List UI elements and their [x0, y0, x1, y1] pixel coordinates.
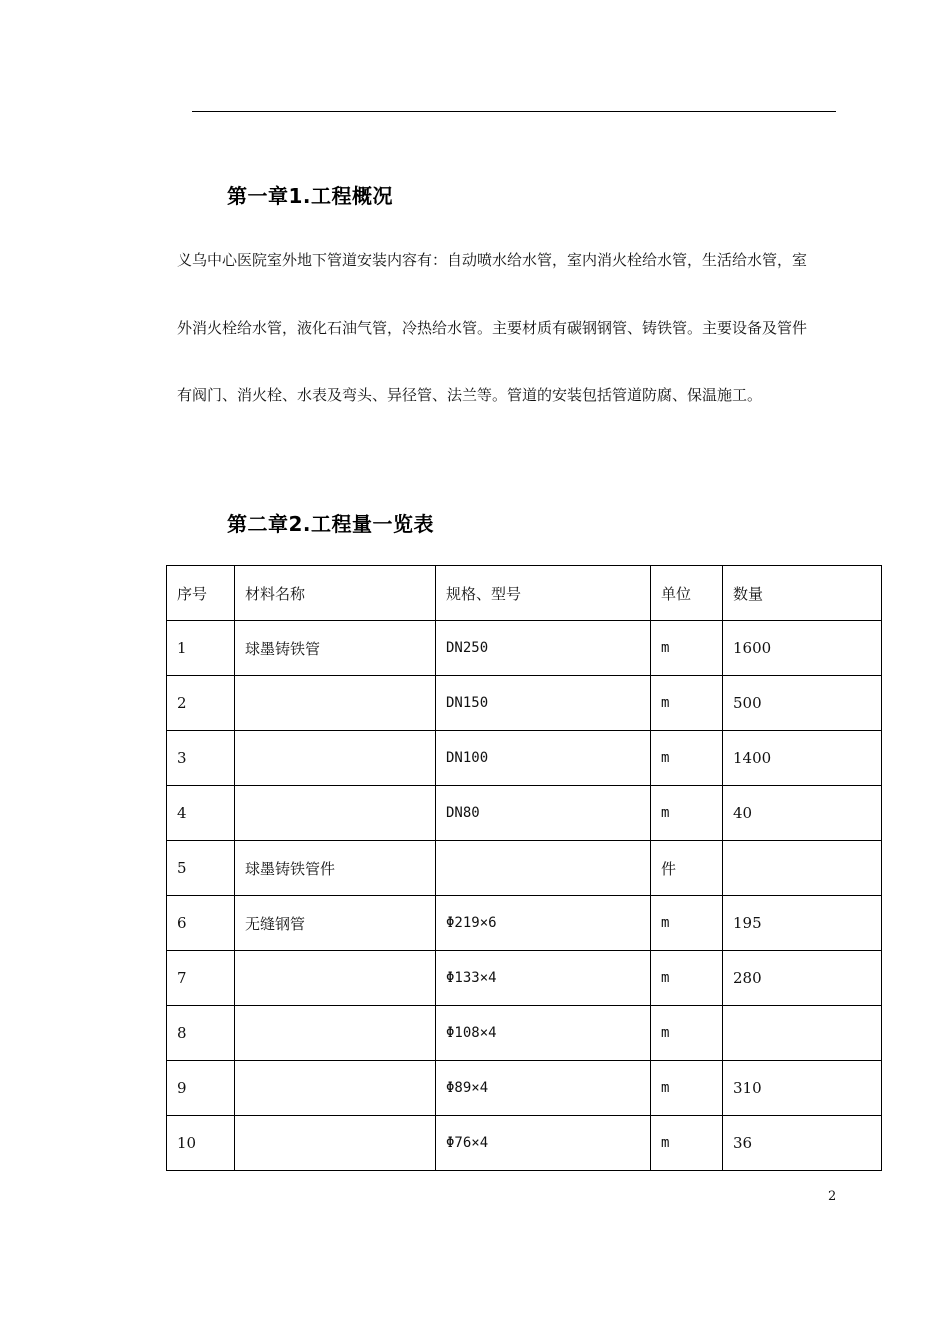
cell-material — [235, 676, 436, 731]
cell-quantity: 40 — [723, 786, 882, 841]
cell-index: 5 — [167, 841, 235, 896]
header-spec: 规格、型号 — [436, 566, 651, 621]
cell-index: 8 — [167, 1006, 235, 1061]
cell-spec: DN80 — [436, 786, 651, 841]
cell-spec: DN250 — [436, 621, 651, 676]
cell-unit: m — [651, 621, 723, 676]
cell-material: 无缝钢管 — [235, 896, 436, 951]
cell-material — [235, 951, 436, 1006]
cell-index: 2 — [167, 676, 235, 731]
cell-unit: m — [651, 951, 723, 1006]
cell-index: 10 — [167, 1116, 235, 1171]
cell-spec: Φ133×4 — [436, 951, 651, 1006]
cell-material — [235, 1116, 436, 1171]
cell-index: 4 — [167, 786, 235, 841]
cell-quantity: 1600 — [723, 621, 882, 676]
chapter-1-title: 第一章1.工程概况 — [227, 184, 394, 208]
cell-quantity: 280 — [723, 951, 882, 1006]
cell-spec: DN150 — [436, 676, 651, 731]
header-rule — [192, 111, 836, 112]
table-row — [167, 621, 882, 676]
table-row — [167, 786, 882, 841]
table-row — [167, 731, 882, 786]
cell-quantity: 500 — [723, 676, 882, 731]
overview-line-3: 有阀门、消火栓、水表及弯头、异径管、法兰等。管道的安装包括管道防腐、保温施工。 — [177, 386, 763, 404]
cell-material: 球墨铸铁管件 — [235, 841, 436, 896]
cell-unit: m — [651, 896, 723, 951]
cell-quantity: 195 — [723, 896, 882, 951]
table-row — [167, 841, 882, 896]
cell-index: 1 — [167, 621, 235, 676]
cell-unit: m — [651, 1006, 723, 1061]
cell-unit: m — [651, 731, 723, 786]
table-row — [167, 1061, 882, 1116]
cell-unit: m — [651, 1061, 723, 1116]
cell-index: 6 — [167, 896, 235, 951]
cell-material — [235, 786, 436, 841]
quantities-table — [166, 565, 882, 1171]
table-row — [167, 896, 882, 951]
cell-spec: Φ76×4 — [436, 1116, 651, 1171]
chapter-2-title: 第二章2.工程量一览表 — [227, 512, 435, 536]
cell-spec: Φ89×4 — [436, 1061, 651, 1116]
cell-unit: m — [651, 676, 723, 731]
cell-index: 7 — [167, 951, 235, 1006]
cell-quantity: 36 — [723, 1116, 882, 1171]
header-material: 材料名称 — [235, 566, 436, 621]
cell-material: 球墨铸铁管 — [235, 621, 436, 676]
cell-unit: m — [651, 786, 723, 841]
header-unit: 单位 — [651, 566, 723, 621]
cell-material — [235, 1061, 436, 1116]
cell-spec — [436, 841, 651, 896]
table-row — [167, 676, 882, 731]
cell-material — [235, 1006, 436, 1061]
cell-quantity: 310 — [723, 1061, 882, 1116]
cell-quantity — [723, 1006, 882, 1061]
overview-line-2: 外消火栓给水管，液化石油气管，冷热给水管。主要材质有碳钢钢管、铸铁管。主要设备及管件 — [177, 319, 808, 337]
cell-spec: DN100 — [436, 731, 651, 786]
cell-quantity: 1400 — [723, 731, 882, 786]
table-row — [167, 951, 882, 1006]
cell-index: 3 — [167, 731, 235, 786]
cell-spec: Φ219×6 — [436, 896, 651, 951]
cell-unit: 件 — [651, 841, 723, 896]
table-row — [167, 1006, 882, 1061]
cell-material — [235, 731, 436, 786]
header-quantity: 数量 — [723, 566, 882, 621]
cell-unit: m — [651, 1116, 723, 1171]
cell-index: 9 — [167, 1061, 235, 1116]
page-number: 2 — [828, 1189, 837, 1204]
overview-line-1: 义乌中心医院室外地下管道安装内容有：自动喷水给水管，室内消火栓给水管，生活给水管，室 — [177, 251, 808, 269]
cell-quantity — [723, 841, 882, 896]
cell-spec: Φ108×4 — [436, 1006, 651, 1061]
table-row — [167, 1116, 882, 1171]
table-header-row — [167, 566, 882, 621]
header-index: 序号 — [167, 566, 235, 621]
